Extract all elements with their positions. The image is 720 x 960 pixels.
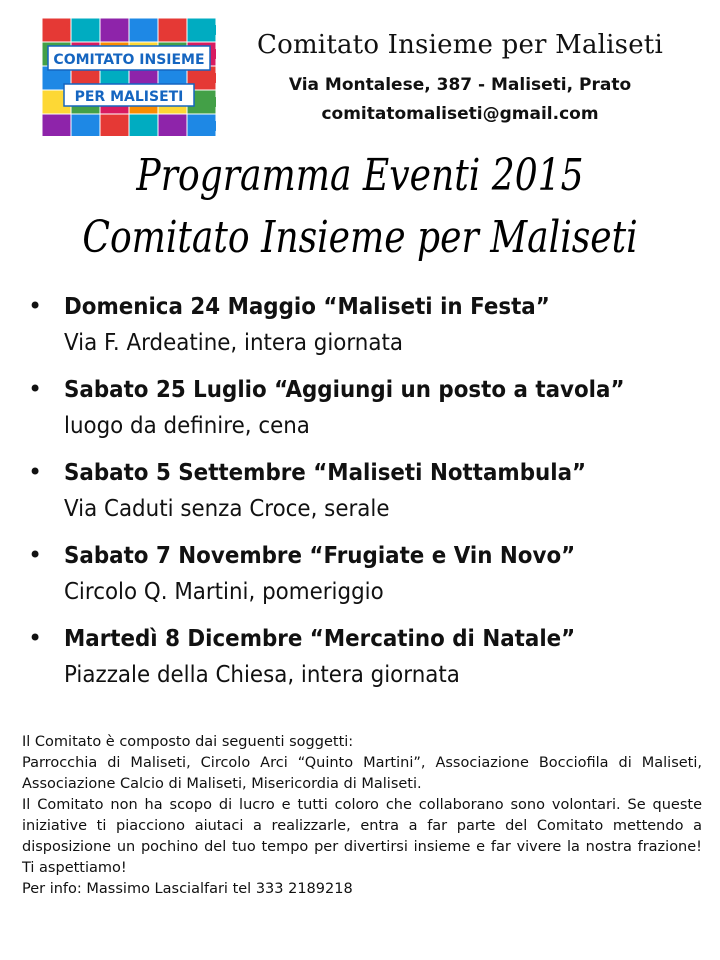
event-title: Sabato 5 Settembre “Maliseti Nottambula”	[64, 460, 587, 486]
organization-title: Comitato Insieme per Maliseti	[257, 30, 663, 60]
event-item	[28, 537, 708, 609]
bullet-icon: •	[28, 375, 43, 403]
committee-info	[22, 732, 702, 900]
program-headline: Programma Eventi 2015	[136, 150, 584, 201]
event-title: Martedì 8 Dicembre “Mercatino di Natale”	[64, 626, 576, 652]
event-item	[28, 288, 708, 360]
logo-text-line2: PER MALISETI	[74, 89, 184, 105]
event-item	[28, 371, 708, 443]
event-title: Domenica 24 Maggio “Maliseti in Festa”	[64, 294, 550, 320]
info-intro: Il Comitato è composto dai seguenti soggetti:	[22, 734, 354, 750]
event-item	[28, 620, 708, 692]
event-item	[28, 454, 708, 526]
event-title: Sabato 25 Luglio “Aggiungi un posto a tavola”	[64, 377, 625, 403]
bullet-icon: •	[28, 458, 43, 486]
event-place: Circolo Q. Martini, pomeriggio	[64, 579, 384, 605]
program-subheadline: Comitato Insieme per Maliseti	[82, 212, 638, 263]
puzzle-logo-icon	[42, 18, 216, 136]
event-place: Via F. Ardeatine, intera giornata	[64, 330, 403, 356]
event-place: luogo da definire, cena	[64, 413, 310, 439]
info-contact: Per info: Massimo Lascialfari tel 333 2189218	[22, 881, 353, 897]
bullet-icon: •	[28, 541, 43, 569]
committee-logo	[42, 18, 216, 136]
event-place: Via Caduti senza Croce, serale	[64, 496, 390, 522]
organization-email[interactable]: comitatomaliseti@gmail.com	[321, 104, 599, 124]
events-list	[28, 288, 708, 703]
info-members: Parrocchia di Maliseti, Circolo Arci “Quinto Martini”, Associazione Bocciofila di Maliseti, Associazione Calcio di Maliseti, Misericordia di Maliseti.	[22, 755, 702, 792]
logo-text-line1: COMITATO INSIEME	[53, 52, 205, 68]
event-place: Piazzale della Chiesa, intera giornata	[64, 662, 460, 688]
bullet-icon: •	[28, 292, 43, 320]
info-purpose: Il Comitato non ha scopo di lucro e tutti coloro che collaborano sono volontari. Se queste iniziative ti piacciono aiutaci a realizzarle, entra a far parte del Comitato mettendo a disposizione un pochino del tuo tempo per divertirsi insieme e far vivere la nostra frazione! Ti aspettiamo!	[22, 797, 702, 876]
event-title: Sabato 7 Novembre “Frugiate e Vin Novo”	[64, 543, 576, 569]
organization-address: Via Montalese, 387 - Maliseti, Prato	[288, 75, 632, 95]
bullet-icon: •	[28, 624, 43, 652]
